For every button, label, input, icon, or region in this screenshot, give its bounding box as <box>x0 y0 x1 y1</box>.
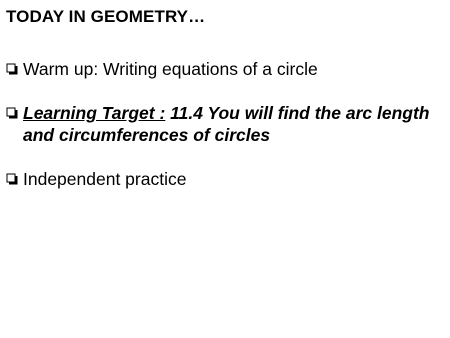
agenda-item-warm-up <box>6 58 444 80</box>
agenda-item-independent-practice <box>6 168 444 190</box>
agenda-item-text: Independent practice <box>23 169 187 189</box>
slide-title: TODAY IN GEOMETRY… <box>6 7 206 26</box>
learning-target-text: 11.4 You will find the arc length and circumferences of circles <box>23 103 430 145</box>
checkbox-bullet-icon <box>6 107 18 119</box>
agenda-list <box>6 58 444 190</box>
learning-target-label: Learning Target : <box>23 103 166 123</box>
agenda-item-text: Warm up: Writing equations of a circle <box>23 59 318 79</box>
agenda-item-learning-target <box>6 102 444 146</box>
checkbox-bullet-icon <box>6 63 18 75</box>
checkbox-bullet-icon <box>6 173 18 185</box>
